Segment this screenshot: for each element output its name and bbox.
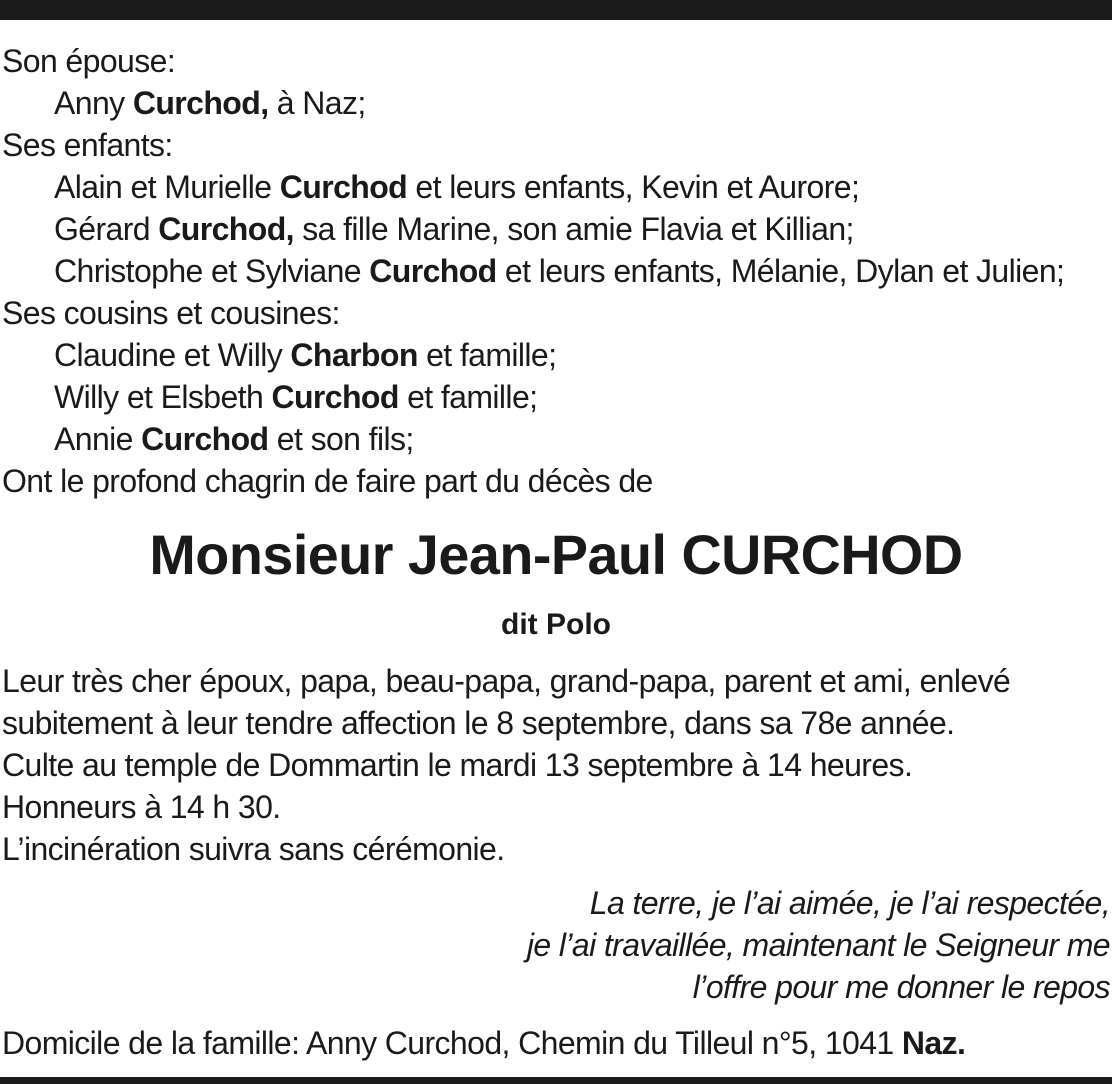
announcement: Ont le profond chagrin de faire part du décès de xyxy=(2,463,653,499)
spouse-heading: Son épouse: xyxy=(2,43,176,79)
domicile-line: Domicile de la famille: Anny Curchod, Chemin du Tilleul n°5, 1041 Naz. xyxy=(2,1025,966,1061)
child-line: Gérard Curchod, sa fille Marine, son amie Flavia et Killian; xyxy=(54,211,854,247)
details-line: L’incinération suivra sans cérémonie. xyxy=(2,831,505,867)
quote-line: je l’ai travaillée, maintenant le Seigneur me xyxy=(526,927,1110,963)
cousin-line: Willy et Elsbeth Curchod et famille; xyxy=(54,379,538,415)
cousin-line: Claudine et Willy Charbon et famille; xyxy=(54,337,557,373)
details-line: Culte au temple de Dommartin le mardi 13 septembre à 14 heures. xyxy=(2,747,913,783)
deceased-name: Monsieur Jean-Paul CURCHOD xyxy=(149,524,963,586)
deceased-nickname: dit Polo xyxy=(501,608,611,641)
cousins-heading: Ses cousins et cousines: xyxy=(2,295,340,331)
details-line: Honneurs à 14 h 30. xyxy=(2,789,281,825)
quote-line: La terre, je l’ai aimée, je l’ai respectée, xyxy=(589,885,1110,921)
spouse-line: Anny Curchod, à Naz; xyxy=(54,85,366,121)
details-line: Leur très cher époux, papa, beau-papa, grand-papa, parent et ami, enlevé xyxy=(2,663,1011,699)
children-heading: Ses enfants: xyxy=(2,127,173,163)
details-line: subitement à leur tendre affection le 8 septembre, dans sa 78e année. xyxy=(2,705,955,741)
cousin-line: Annie Curchod et son fils; xyxy=(54,421,414,457)
quote-line: l’offre pour me donner le repos xyxy=(692,969,1110,1005)
bottom-rule xyxy=(0,1077,1112,1084)
top-rule xyxy=(0,0,1112,20)
child-line: Alain et Murielle Curchod et leurs enfants, Kevin et Aurore; xyxy=(54,169,860,205)
child-line: Christophe et Sylviane Curchod et leurs enfants, Mélanie, Dylan et Julien; xyxy=(54,253,1065,289)
